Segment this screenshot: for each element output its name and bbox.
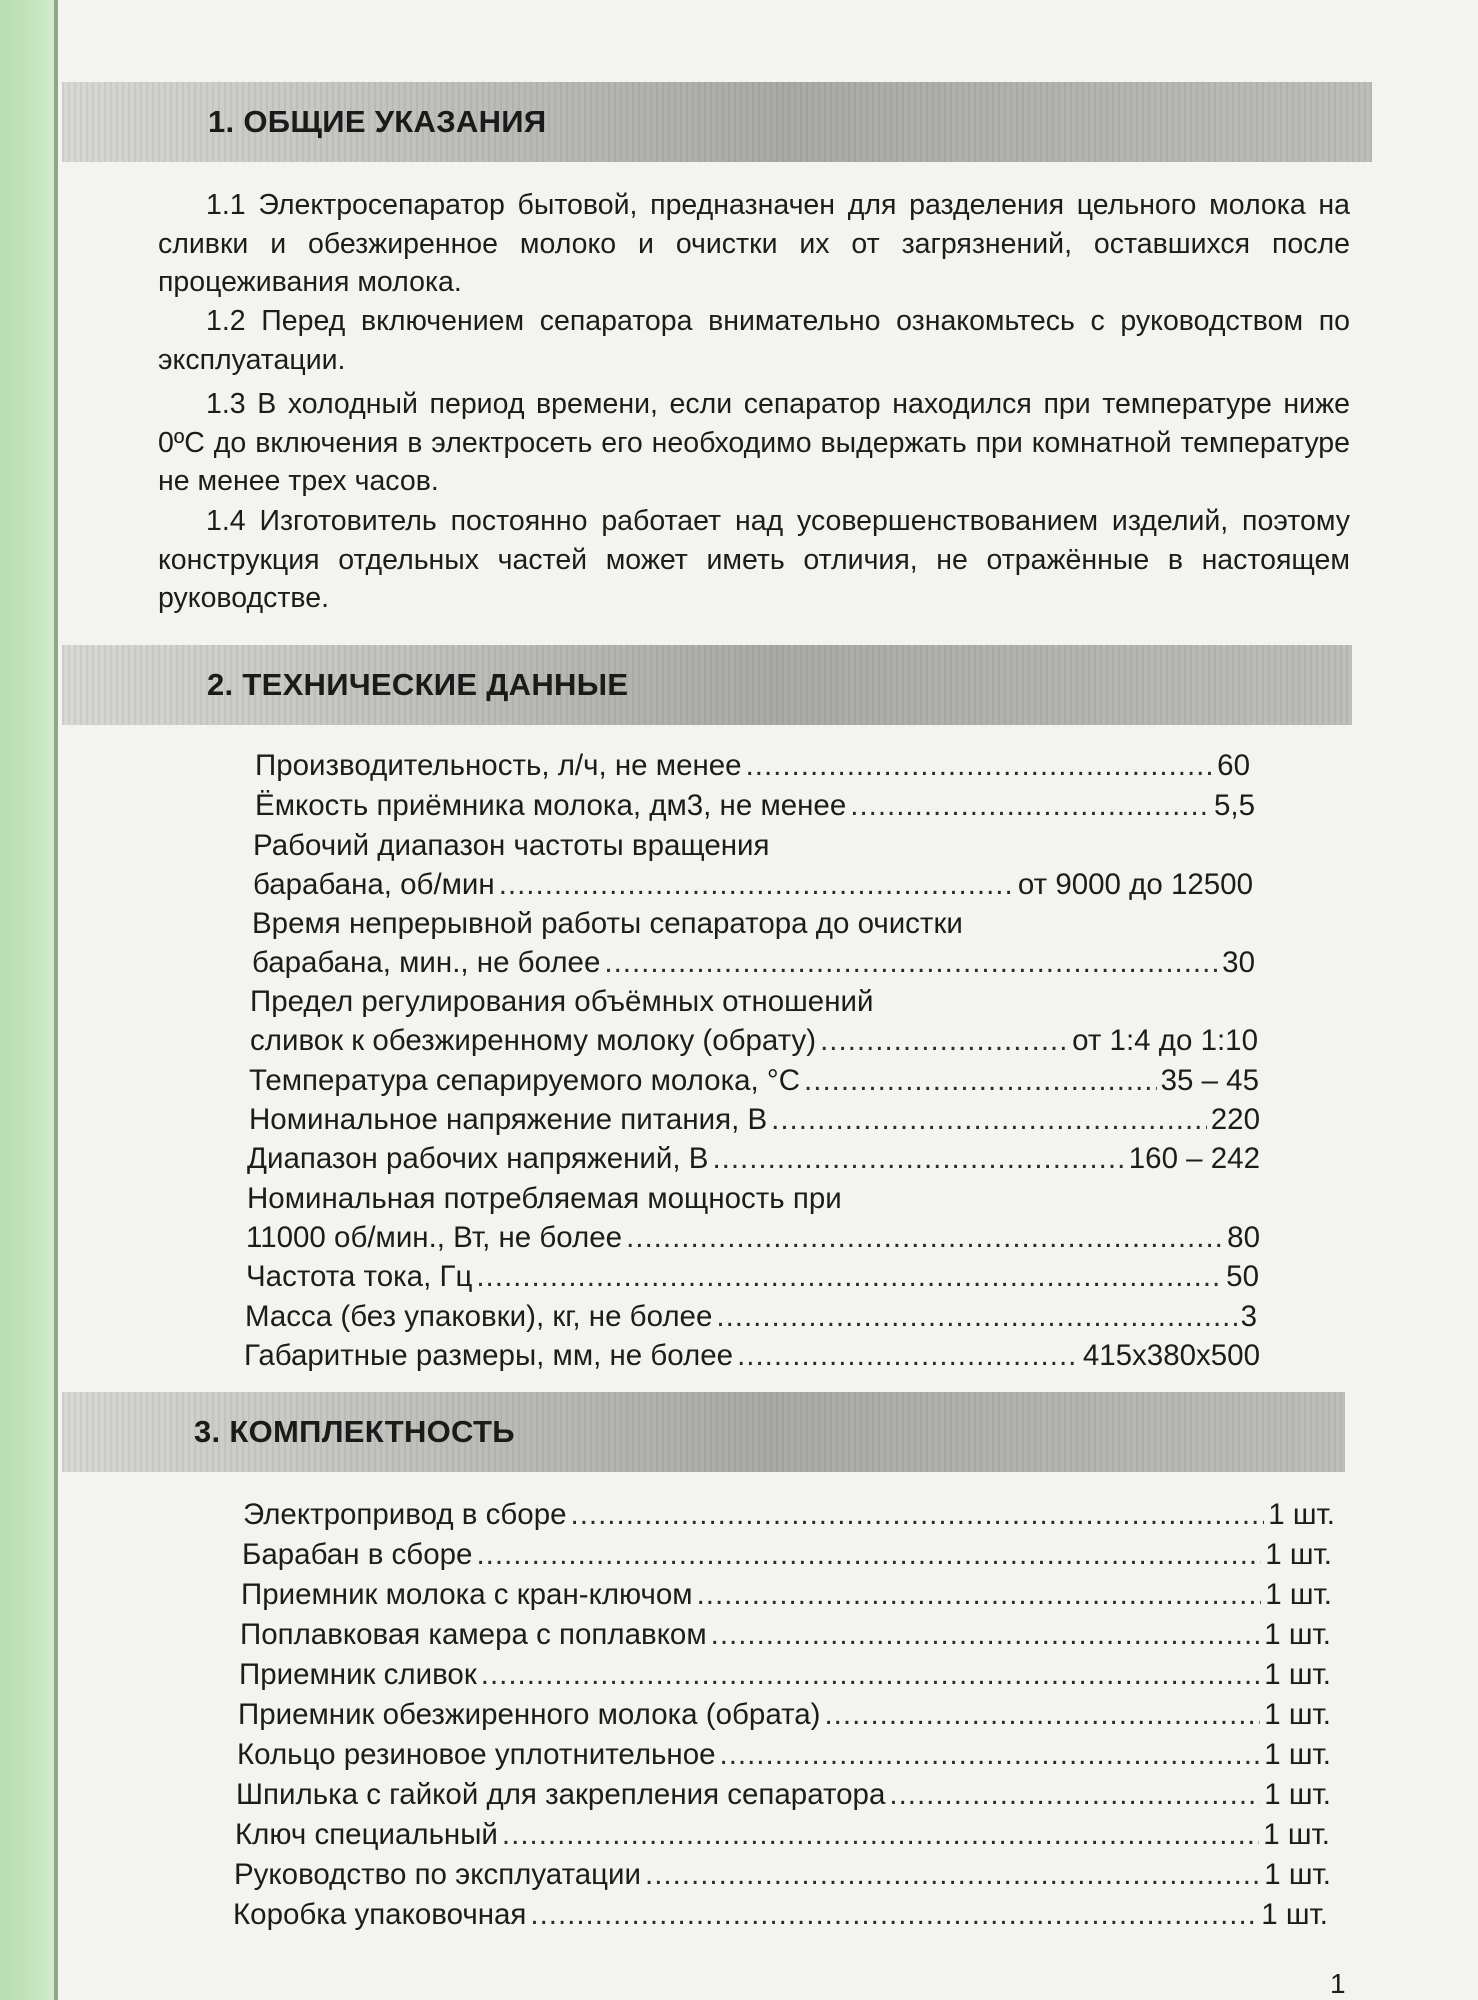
leader-dots [481,1656,1261,1694]
kit-item-name: Электропривод в сборе [243,1498,567,1531]
spec-label: Ёмкость приёмника молока, дм3, не менее [255,789,847,822]
kit-item-row [239,1656,1331,1694]
spec-label: Габаритные размеры, мм, не более [244,1339,734,1372]
spec-row [250,1022,1258,1060]
spec-value: от 9000 до 12500 [1017,868,1253,901]
kit-item-name: Шпилька с гайкой для закрепления сепаратора [236,1778,886,1811]
kit-item-qty: 1 шт. [1264,1778,1331,1811]
green-cover-edge [0,0,58,2000]
leader-dots [850,787,1210,825]
paragraph-1-2: 1.2 Перед включением сепаратора внимательно ознакомьтесь с руководством по эксплуатации. [158,305,1350,376]
spec-row [246,1219,1260,1257]
kit-item-name: Поплавковая камера с поплавком [240,1618,707,1651]
kit-item-qty: 1 шт. [1265,1578,1332,1611]
spec-label: Температура сепарируемого молока, °С [249,1064,801,1097]
kit-item-row [237,1736,1331,1774]
spec-row [255,787,1255,825]
leader-dots [626,1219,1223,1257]
kit-item-row [236,1776,1331,1814]
leader-dots [889,1776,1260,1814]
kit-item-name: Барабан в сборе [242,1538,473,1571]
spec-label: сливок к обезжиренному молоку (обрату) [250,1024,817,1057]
spec-value: 60 [1217,749,1250,782]
leader-dots [820,1022,1068,1060]
paragraph-1-4: 1.4 Изготовитель постоянно работает над усовершенствованием изделий, поэтому конструкция отдельных частей может иметь отличия, не отражённые в настоящем руководстве. [158,505,1350,614]
leader-dots [711,1616,1261,1654]
spec-label: барабана, мин., не более [252,946,601,979]
leader-dots [645,1856,1260,1894]
leader-dots [530,1896,1257,1934]
kit-item-name: Приемник молока с кран-ключом [241,1578,693,1611]
section-2-title: 2. ТЕХНИЧЕСКИЕ ДАННЫЕ [207,667,629,702]
kit-item-name: Руководство по эксплуатации [234,1858,642,1891]
spec-label: 11000 об/мин., Вт, не более [246,1221,623,1254]
leader-dots [716,1298,1236,1336]
leader-dots [712,1140,1124,1178]
kit-item-row [233,1896,1328,1934]
spec-label-line1: Время непрерывной работы сепаратора до очистки [252,907,963,940]
kit-item-row [242,1536,1332,1574]
spec-value: 35 – 45 [1160,1064,1259,1097]
leader-dots [746,747,1214,785]
section-1-header [62,82,1372,162]
spec-row [246,1258,1259,1296]
paragraph-1-3: 1.3 В холодный период времени, если сепаратор находился при температуре ниже 0ºС до включения в электросеть его необходимо выдержать при комнатной температуре не менее трех часов. [158,388,1350,497]
spec-label: Диапазон рабочих напряжений, В [247,1142,709,1175]
spec-label-line1: Рабочий диапазон частоты вращения [253,829,770,862]
spec-value: 5,5 [1213,789,1255,822]
spec-row [245,1298,1257,1336]
spec-row [249,1101,1260,1139]
leader-dots [737,1337,1079,1375]
section-1-title: 1. ОБЩИЕ УКАЗАНИЯ [208,104,547,139]
leader-dots [720,1736,1261,1774]
spec-value: 160 – 242 [1128,1142,1260,1175]
leader-dots [571,1496,1265,1534]
leader-dots [824,1696,1260,1734]
spec-value: 415х380х500 [1082,1339,1260,1372]
spec-label: Номинальное напряжение питания, В [249,1103,768,1136]
kit-item-qty: 1 шт. [1264,1658,1331,1691]
spec-row [249,1062,1259,1100]
spec-value: 220 [1210,1103,1260,1136]
spec-row [253,866,1253,904]
section-2-header [62,645,1352,725]
kit-item-row [238,1696,1331,1734]
kit-item-row [243,1496,1335,1534]
spec-value: 80 [1227,1221,1260,1254]
leader-dots [476,1536,1261,1574]
leader-dots [697,1576,1262,1614]
spec-row [244,1337,1260,1375]
kit-item-name: Коробка упаковочная [233,1898,527,1931]
kit-item-name: Ключ специальный [235,1818,498,1851]
leader-dots [499,866,1014,904]
kit-item-qty: 1 шт. [1264,1738,1331,1771]
paragraph-1-1: 1.1 Электросепаратор бытовой, предназначен для разделения цельного молока на сливки и обезжиренное молоко и очистки их от загрязнений, оставшихся после процеживания молока. [158,189,1350,298]
spec-label: Частота тока, Гц [246,1260,473,1293]
kit-item-qty: 1 шт. [1264,1858,1331,1891]
kit-item-row [241,1576,1332,1614]
spec-value: 3 [1240,1300,1257,1333]
leader-dots [476,1258,1222,1296]
kit-item-qty: 1 шт. [1268,1498,1335,1531]
spec-label-line1: Номинальная потребляемая мощность при [247,1182,842,1215]
spec-row [252,944,1255,982]
kit-item-qty: 1 шт. [1264,1618,1331,1651]
kit-item-qty: 1 шт. [1265,1538,1332,1571]
spec-value: 50 [1226,1260,1259,1293]
kit-item-name: Приемник сливок [239,1658,477,1691]
kit-item-row [235,1816,1330,1854]
spec-label: барабана, об/мин [253,868,495,901]
leader-dots [502,1816,1259,1854]
kit-item-name: Приемник обезжиренного молока (обрата) [238,1698,821,1731]
spec-value: 30 [1222,946,1255,979]
spec-row [255,747,1250,785]
leader-dots [771,1101,1207,1139]
section-3-title: 3. КОМПЛЕКТНОСТЬ [194,1414,515,1449]
spec-label: Масса (без упаковки), кг, не более [245,1300,713,1333]
page-number: 1 [1330,1968,1346,1999]
leader-dots [604,944,1218,982]
kit-item-row [240,1616,1331,1654]
spec-value: от 1:4 до 1:10 [1072,1024,1258,1057]
spec-row [247,1140,1260,1178]
kit-item-qty: 1 шт. [1263,1818,1330,1851]
kit-item-name: Кольцо резиновое уплотнительное [237,1738,716,1771]
kit-item-qty: 1 шт. [1261,1898,1328,1931]
leader-dots [804,1062,1157,1100]
kit-item-qty: 1 шт. [1264,1698,1331,1731]
kit-item-row [234,1856,1331,1894]
spec-label: Производительность, л/ч, не менее [255,749,742,782]
section-3-header [62,1392,1345,1472]
spec-label-line1: Предел регулирования объёмных отношений [250,985,874,1018]
